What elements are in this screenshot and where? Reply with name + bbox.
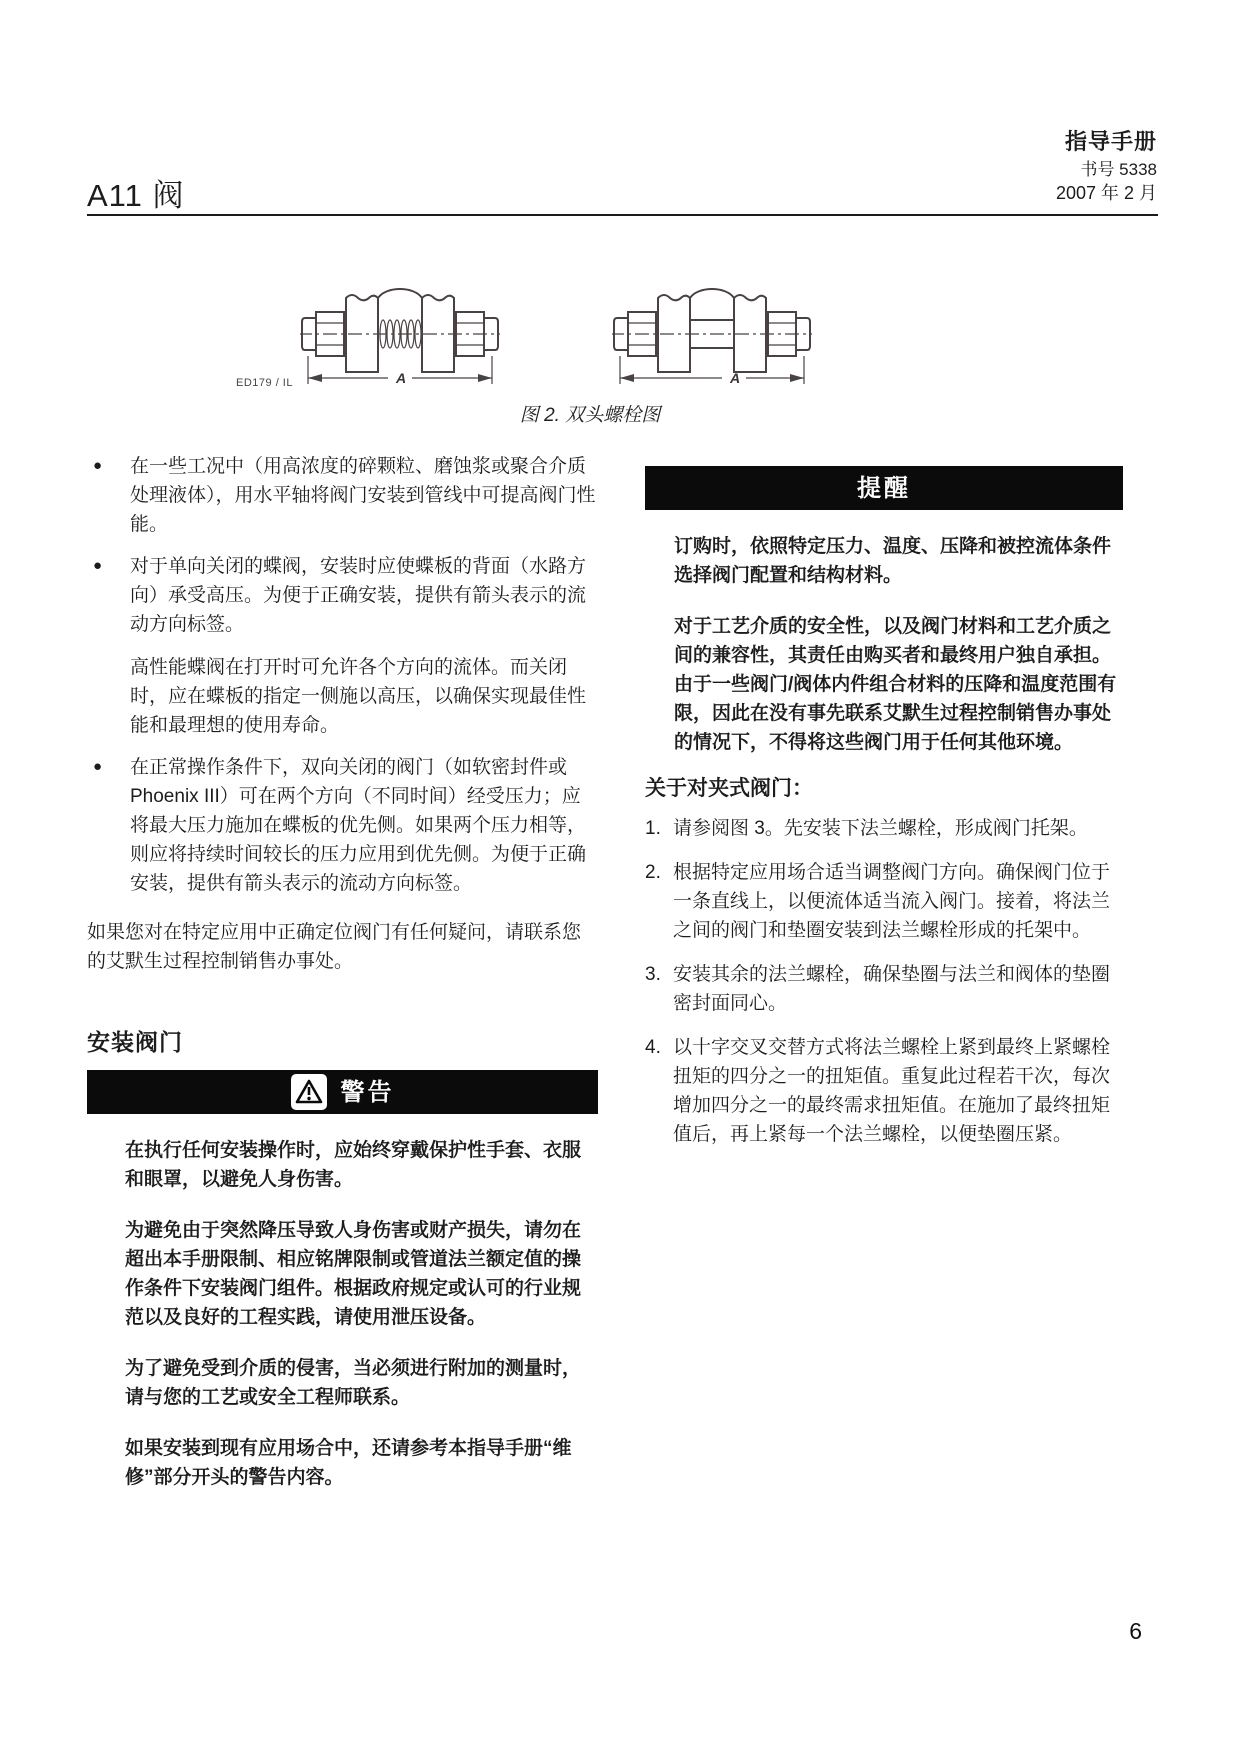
figure-drawing-code: ED179 / IL	[236, 377, 293, 389]
warning-triangle-icon	[291, 1074, 327, 1110]
warning-paragraph: 为避免由于突然降压导致人身伤害或财产损失，请勿在超出本手册限制、相应铭牌限制或管道法兰额定值的操作条件下安装阀门组件。根据政府规定或认可的行业规范以及良好的工程实践，请使用泄压设备。	[125, 1220, 582, 1328]
bullet-icon: ●	[93, 557, 103, 574]
step-number: 4.	[645, 1037, 661, 1058]
step-item	[645, 858, 1123, 945]
notice-body	[645, 532, 1123, 757]
list-item	[87, 452, 598, 539]
step-text: 安装其余的法兰螺栓，确保垫圈与法兰和阀体的垫圈密封面同心。	[673, 964, 1111, 1014]
doc-type: 指导手册	[1064, 129, 1157, 154]
numbered-steps	[645, 814, 1123, 1149]
right-column	[645, 452, 1123, 1164]
bullet-text: 在一些工况中（用高浓度的碎颗粒、磨蚀浆或聚合介质处理液体），用水平轴将阀门安装到管线中可提高阀门性能。	[130, 456, 596, 535]
step-text: 请参阅图 3。先安装下法兰螺栓，形成阀门托架。	[673, 818, 1088, 839]
warning-banner	[87, 1070, 598, 1114]
step-item	[645, 960, 1123, 1018]
warning-body	[87, 1136, 598, 1492]
step-item	[645, 1033, 1123, 1149]
masthead-right	[1056, 128, 1157, 204]
page-title: A11 阀	[87, 178, 185, 213]
header-rule	[87, 214, 1158, 216]
bullet-list	[87, 452, 598, 898]
list-item-continuation	[87, 653, 598, 740]
step-text: 以十字交叉交替方式将法兰螺栓上紧到最终上紧螺栓扭矩的四分之一的扭矩值。重复此过程若干次，每次增加四分之一的最终需求扭矩值。在施加了最终扭矩值后，再上紧每一个法兰螺栓，以便垫圈压紧。	[673, 1037, 1111, 1145]
bullet-text: 在正常操作条件下，双向关闭的阀门（如软密封件或 Phoenix III）可在两个方向（不同时间）经受压力；应将最大压力施加在蝶板的优先侧。如果两个压力相等，则应将持续时间较长的压力应用到优先侧。为便于正确安装，提供有箭头表示的流动方向标签。	[130, 757, 587, 894]
doc-number: 书号 5338	[1080, 159, 1157, 179]
list-item	[87, 753, 598, 898]
closing-paragraph: 如果您对在特定应用中正确定位阀门有任何疑问，请联系您的艾默生过程控制销售办事处。	[87, 922, 582, 972]
notice-banner	[645, 466, 1123, 510]
stud-bolt-threaded-drawing	[300, 282, 500, 390]
dimension-label-a: A	[396, 370, 407, 386]
warning-title: 警告	[340, 1078, 395, 1106]
bullet-text: 对于单向关闭的蝶阀，安装时应使蝶板的背面（水路方向）承受高压。为便于正确安装，提供有箭头表示的流动方向标签。	[130, 556, 587, 635]
step-text: 根据特定应用场合适当调整阀门方向。确保阀门位于一条直线上，以便流体适当流入阀门。接着，将法兰之间的阀门和垫圈安装到法兰螺栓形成的托架中。	[673, 862, 1111, 941]
notice-paragraph: 对于工艺介质的安全性，以及阀门材料和工艺介质之间的兼容性，其责任由购买者和最终用户独自承担。由于一些阀门/阀体内件组合材料的压降和温度范围有限，因此在没有事先联系艾默生过程控制销售办事处的情况下，不得将这些阀门用于任何其他环境。	[674, 616, 1117, 753]
doc-date: 2007 年 2 月	[1055, 182, 1157, 203]
wafer-valves-heading: 关于对夹式阀门：	[645, 777, 813, 800]
paragraph-text: 高性能蝶阀在打开时可允许各个方向的流体。而关闭时，应在蝶板的指定一侧施以高压，以确保实现最佳性能和最理想的使用寿命。	[130, 657, 587, 736]
bullet-icon: ●	[93, 457, 103, 474]
warning-paragraph: 在执行任何安装操作时，应始终穿戴保护性手套、衣服和眼罩，以避免人身伤害。	[125, 1140, 582, 1190]
warning-paragraph: 为了避免受到介质的侵害，当必须进行附加的测量时，请与您的工艺或安全工程师联系。	[125, 1358, 582, 1408]
dimension-label-a: A	[730, 370, 741, 386]
left-column	[87, 452, 598, 1492]
step-number: 2.	[645, 862, 661, 883]
step-item	[645, 814, 1123, 843]
page-number: 6	[1129, 1618, 1142, 1644]
step-number: 3.	[645, 964, 661, 985]
bullet-icon: ●	[93, 758, 103, 775]
step-number: 1.	[645, 818, 661, 839]
notice-paragraph: 订购时，依照特定压力、温度、压降和被控流体条件选择阀门配置和结构材料。	[674, 536, 1112, 586]
notice-title: 提醒	[857, 474, 911, 502]
list-item	[87, 552, 598, 639]
figure-caption: 图 2. 双头螺栓图	[519, 405, 661, 426]
section-heading-install-valve: 安装阀门	[87, 1029, 183, 1055]
warning-paragraph: 如果安装到现有应用场合中，还请参考本指导手册“维修”部分开头的警告内容。	[125, 1438, 572, 1488]
stud-bolt-plain-drawing	[612, 282, 812, 390]
